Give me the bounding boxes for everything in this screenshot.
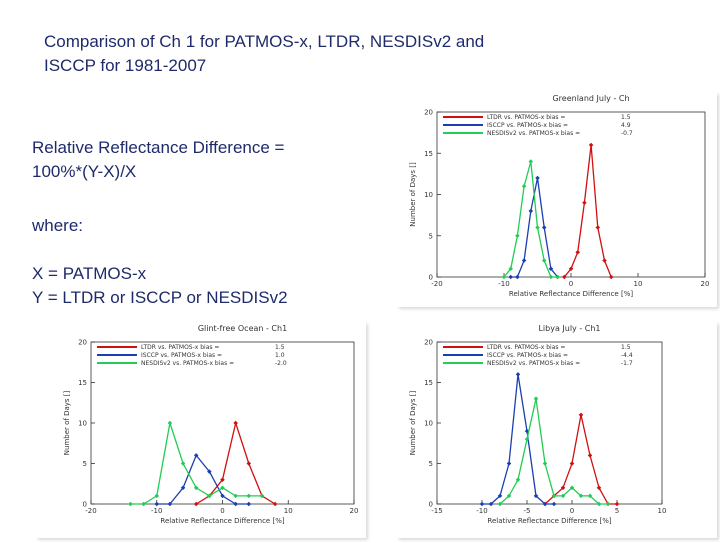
x-axis-label: Relative Reflectance Difference [%] xyxy=(487,517,612,525)
data-point xyxy=(570,461,575,466)
series-line xyxy=(564,145,611,277)
y-tick-label: 0 xyxy=(428,500,433,509)
x-tick-label: 0 xyxy=(568,280,574,288)
series-line xyxy=(500,399,608,504)
x-tick-label: -20 xyxy=(431,280,443,288)
data-point xyxy=(552,502,557,507)
legend-bias: 4.9 xyxy=(621,122,631,129)
y-tick-label: 10 xyxy=(424,419,433,428)
data-point xyxy=(155,502,160,507)
data-point xyxy=(582,201,587,206)
formula-line1: Relative Reflectance Difference = xyxy=(32,138,285,157)
chart-panel-greenland xyxy=(397,92,717,307)
data-point xyxy=(247,461,252,466)
x-tick-label: 0 xyxy=(569,507,575,515)
slide-title-line1: Comparison of Ch 1 for PATMOS-x, LTDR, NESDISv2 and xyxy=(44,32,485,51)
data-point xyxy=(515,275,520,280)
legend-label: LTDR vs. PATMOS-x bias = xyxy=(487,114,566,121)
x-tick-label: 20 xyxy=(700,280,710,288)
series-line xyxy=(196,423,275,504)
data-point xyxy=(596,225,601,230)
slide-title xyxy=(44,30,644,78)
x-tick-label: 10 xyxy=(283,507,293,515)
data-point xyxy=(516,372,521,377)
y-tick-label: 0 xyxy=(82,500,87,509)
data-point xyxy=(480,502,485,507)
chart-title: Greenland July - Ch xyxy=(552,94,630,103)
data-point xyxy=(549,275,554,280)
data-point xyxy=(588,453,593,458)
x-tick-label: 10 xyxy=(657,507,667,515)
data-point xyxy=(589,143,594,148)
where-label: where: xyxy=(32,216,84,235)
data-point xyxy=(168,421,173,426)
legend-label: ISCCP vs. PATMOS-x bias = xyxy=(487,352,569,359)
y-tick-label: 5 xyxy=(82,460,87,468)
series-line xyxy=(482,374,554,504)
data-point xyxy=(247,494,252,499)
x-tick-label: 5 xyxy=(614,507,620,515)
y-axis-label: Number of Days [] xyxy=(409,390,417,456)
y-tick-label: 20 xyxy=(424,108,433,117)
data-point xyxy=(543,461,548,466)
x-tick-label: -10 xyxy=(476,507,488,515)
data-point xyxy=(522,184,527,189)
chart-panel-libya xyxy=(397,322,717,538)
y-tick-label: 5 xyxy=(428,232,433,241)
data-point xyxy=(542,258,547,263)
legend-bias: -2.0 xyxy=(275,360,287,367)
series-line xyxy=(545,415,617,504)
definition-y: Y = LTDR or ISCCP or NESDISv2 xyxy=(32,288,288,307)
legend-bias: -1.7 xyxy=(621,360,633,367)
x-tick-label: -10 xyxy=(498,280,510,288)
chart-greenland xyxy=(397,92,717,307)
legend-label: LTDR vs. PATMOS-x bias = xyxy=(487,344,566,351)
data-point xyxy=(507,461,512,466)
legend-bias: -4.4 xyxy=(621,352,633,359)
x-tick-label: 0 xyxy=(220,507,225,515)
legend-bias: 1.5 xyxy=(275,344,285,351)
data-point xyxy=(247,502,252,507)
y-tick-label: 15 xyxy=(424,379,433,387)
y-axis-label: Number of Days [] xyxy=(409,162,417,227)
legend-bias: 1.5 xyxy=(621,114,631,121)
data-point xyxy=(535,176,540,181)
x-axis-label: Relative Reflectance Difference [%] xyxy=(508,290,634,298)
chart-libya xyxy=(397,322,717,538)
legend-label: NESDISv2 vs. PATMOS-x bias = xyxy=(487,360,581,367)
x-tick-label: -10 xyxy=(151,507,163,515)
data-point xyxy=(575,250,580,255)
chart-panel-ocean xyxy=(36,322,366,538)
x-tick-label: -5 xyxy=(523,507,531,515)
y-axis-label: Number of Days [] xyxy=(63,390,71,456)
y-tick-label: 10 xyxy=(78,419,87,428)
x-tick-label: -15 xyxy=(431,507,443,515)
x-tick-label: 20 xyxy=(349,507,359,515)
data-point xyxy=(535,225,540,230)
data-point xyxy=(522,258,527,263)
data-point xyxy=(128,502,133,507)
slide-title-line2: ISCCP for 1981-2007 xyxy=(44,56,207,75)
x-axis-label: Relative Reflectance Difference [%] xyxy=(160,517,285,525)
y-tick-label: 10 xyxy=(424,191,433,199)
y-tick-label: 5 xyxy=(428,460,433,468)
y-tick-label: 15 xyxy=(78,379,87,387)
formula-line2: 100%*(Y-X)/X xyxy=(32,162,137,181)
x-tick-label: 10 xyxy=(633,280,643,288)
legend-bias: -0.7 xyxy=(621,130,633,137)
data-point xyxy=(542,225,547,230)
data-point xyxy=(615,502,620,507)
chart-glint-free-ocean xyxy=(36,322,366,538)
legend-label: ISCCP vs. PATMOS-x bias = xyxy=(141,352,223,359)
y-tick-label: 0 xyxy=(428,273,433,282)
y-tick-label: 20 xyxy=(78,338,87,347)
chart-title: Glint-free Ocean - Ch1 xyxy=(197,324,288,333)
x-tick-label: -20 xyxy=(85,507,97,515)
slide-body xyxy=(32,136,392,310)
legend-bias: 1.0 xyxy=(275,352,285,359)
legend-label: NESDISv2 vs. PATMOS-x bias = xyxy=(487,130,581,137)
legend-label: ISCCP vs. PATMOS-x bias = xyxy=(487,122,569,129)
data-point xyxy=(579,413,584,418)
data-point xyxy=(529,159,534,164)
definition-x: X = PATMOS-x xyxy=(32,264,147,283)
y-tick-label: 20 xyxy=(424,338,433,347)
legend-bias: 1.5 xyxy=(621,344,631,351)
legend-label: NESDISv2 vs. PATMOS-x bias = xyxy=(141,360,235,367)
data-point xyxy=(233,421,238,426)
data-point xyxy=(508,275,513,280)
data-point xyxy=(534,396,539,401)
data-point xyxy=(609,275,614,280)
data-point xyxy=(602,258,607,263)
series-line xyxy=(130,423,262,504)
y-tick-label: 15 xyxy=(424,149,433,158)
data-point xyxy=(515,234,520,239)
chart-title: Libya July - Ch1 xyxy=(538,324,601,333)
data-point xyxy=(529,209,534,214)
legend-label: LTDR vs. PATMOS-x bias = xyxy=(141,344,220,351)
